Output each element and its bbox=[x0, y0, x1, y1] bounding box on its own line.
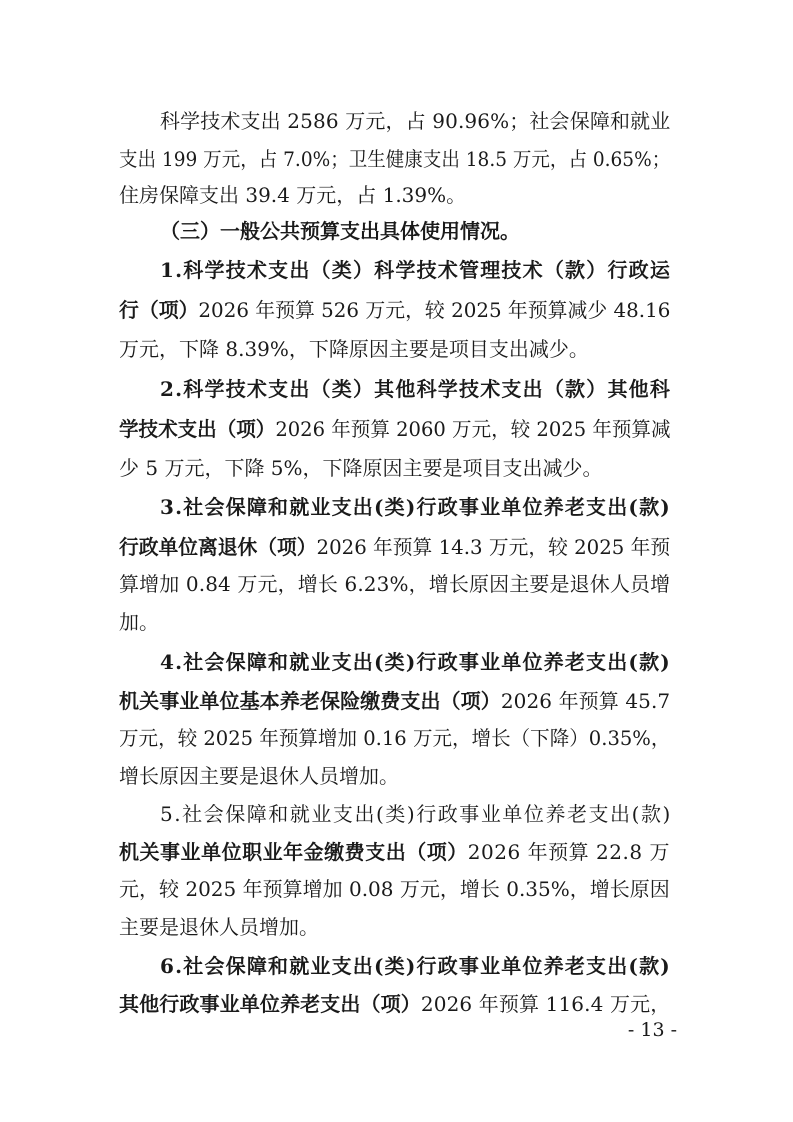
bold-text-segment: 4.社会保障和就业支出(类)行政事业单位养老支出(款) bbox=[160, 650, 671, 674]
text-segment: 科学技术支出 2586 万元，占 90.96%；社会保障和就业 bbox=[160, 109, 671, 133]
text-segment: 5.社会保障和就业支出(类)行政事业单位养老支出(款) bbox=[160, 802, 672, 826]
text-segment: 元，较 2025 年预算增加 0.08 万元，增长 0.35%，增长原因 bbox=[119, 877, 670, 901]
text-segment: 2026 年预算 2060 万元，较 2025 年预算减 bbox=[275, 417, 671, 441]
text-line bbox=[119, 758, 399, 794]
text-line bbox=[119, 177, 466, 213]
text-line bbox=[119, 566, 670, 602]
text-line bbox=[160, 371, 671, 407]
text-line bbox=[119, 604, 159, 640]
text-line bbox=[119, 909, 319, 945]
text-line bbox=[160, 252, 671, 288]
text-line bbox=[119, 834, 670, 870]
text-segment: 主要是退休人员增加。 bbox=[119, 915, 319, 939]
text-segment: 少 5 万元，下降 5%，下降原因主要是项目支出减少。 bbox=[119, 456, 603, 480]
page-number-text: - 13 - bbox=[627, 1019, 677, 1041]
bold-text-segment: 其他行政事业单位养老支出（项） bbox=[119, 992, 421, 1016]
bold-text-segment: 6.社会保障和就业支出(类)行政事业单位养老支出(款) bbox=[160, 954, 671, 978]
bold-text-segment: 机关事业单位基本养老保险缴费支出（项） bbox=[119, 689, 501, 713]
bold-text-segment: 机关事业单位职业年金缴费支出（项） bbox=[119, 840, 468, 864]
text-line bbox=[160, 103, 670, 139]
bold-text-segment: 1.科学技术支出（类）科学技术管理技术（款）行政运 bbox=[160, 258, 672, 282]
text-line bbox=[160, 644, 671, 680]
text-segment: 加。 bbox=[119, 610, 159, 634]
text-line bbox=[119, 529, 670, 565]
text-segment: 2026 年预算 45.7 bbox=[500, 689, 671, 713]
text-segment: 2026 年预算 116.4 万元， bbox=[420, 992, 671, 1016]
bold-text-segment: （三）一般公共预算支出具体使用情况。 bbox=[160, 219, 520, 243]
bold-text-segment: 行政单位离退休（项） bbox=[119, 535, 317, 559]
text-line bbox=[160, 213, 520, 249]
text-line bbox=[119, 411, 671, 447]
text-segment: 住房保障支出 39.4 万元，占 1.39%。 bbox=[119, 183, 467, 207]
text-line bbox=[119, 871, 670, 907]
text-segment: 支出 199 万元，占 7.0%；卫生健康支出 18.5 万元，占 0.65%； bbox=[119, 147, 671, 171]
text-segment: 算增加 0.84 万元，增长 6.23%，增长原因主要是退休人员增 bbox=[119, 572, 671, 596]
text-line bbox=[119, 331, 589, 367]
text-line bbox=[119, 292, 670, 328]
text-segment: 2026 年预算 526 万元，较 2025 年预算减少 48.16 bbox=[198, 298, 671, 322]
page-number bbox=[0, 1012, 793, 1048]
text-line bbox=[119, 720, 670, 756]
text-segment: 2026 年预算 22.8 万 bbox=[467, 840, 671, 864]
bold-text-segment: 2.科学技术支出（类）其他科学技术支出（款）其他科 bbox=[160, 377, 672, 401]
text-line bbox=[160, 796, 672, 832]
text-segment: 增长原因主要是退休人员增加。 bbox=[119, 764, 399, 788]
bold-text-segment: 行（项） bbox=[119, 298, 199, 322]
text-line bbox=[160, 489, 671, 525]
text-line bbox=[160, 948, 671, 984]
text-segment: 2026 年预算 14.3 万元，较 2025 年预 bbox=[316, 535, 671, 559]
bold-text-segment: 3.社会保障和就业支出(类)行政事业单位养老支出(款) bbox=[160, 495, 671, 519]
text-line bbox=[119, 141, 670, 177]
text-segment: 万元，较 2025 年预算增加 0.16 万元，增长（下降）0.35%， bbox=[119, 726, 671, 750]
text-segment: 万元，下降 8.39%，下降原因主要是项目支出减少。 bbox=[119, 337, 589, 361]
text-line bbox=[119, 683, 670, 719]
bold-text-segment: 学技术支出（项） bbox=[119, 417, 276, 441]
text-line bbox=[119, 450, 603, 486]
